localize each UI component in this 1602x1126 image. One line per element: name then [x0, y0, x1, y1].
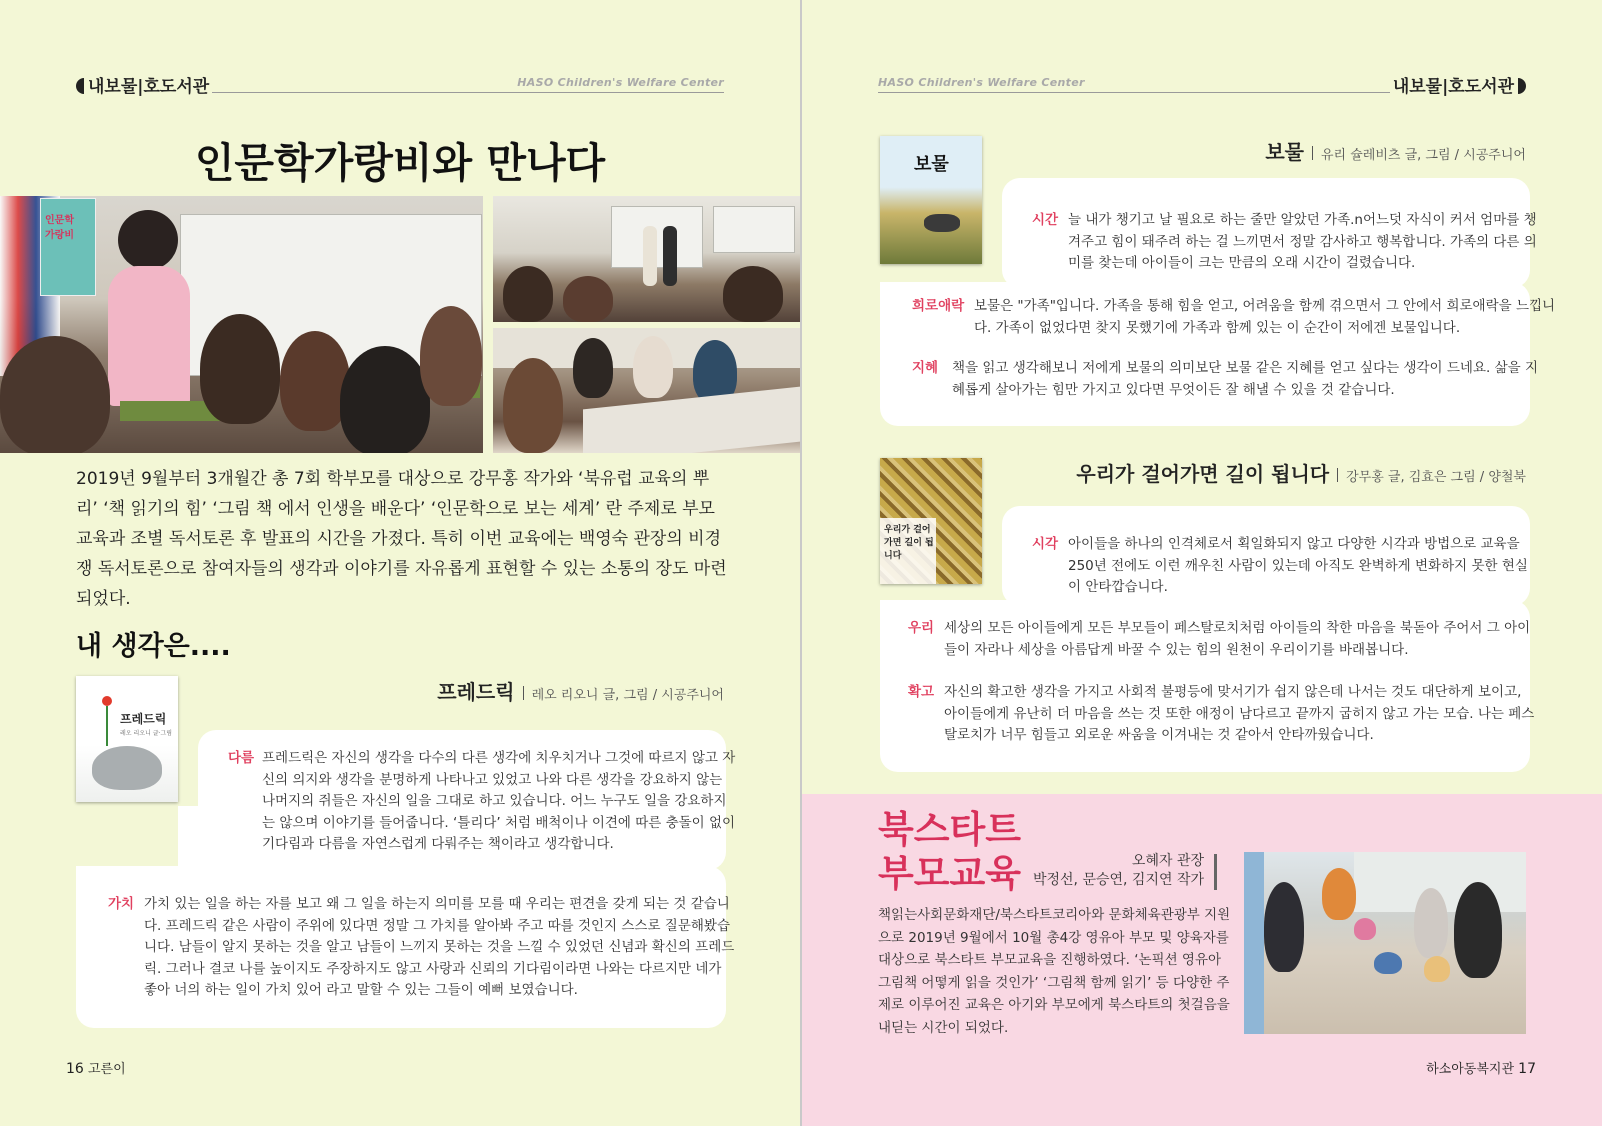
- comment-paragraph: 다름 프레드릭은 자신의 생각을 다수의 다른 생각에 치우치거나 그것에 따르지 않고 자신의 의지와 생각을 분명하게 나타나고 있었고 나와 다른 생각을 강요하지 않는 나머지의 쥐들은 자신의 일을 그대로 하고 있습니다. 어느 누구도 일을 강요하지는 않으며 이야기를 들어줍니다. ‘틀리다’ 처럼 배척이나 이견에 따른 충돌이 없이 기다림과 다름을 자연스럽게 다뤄주는 책이라고 생각합니다.: [228, 750, 736, 852]
- participant: [503, 358, 563, 453]
- title-divider: [1312, 146, 1313, 160]
- bookstart-authors: 오혜자 관장 박정선, 문승연, 김지연 작가: [1032, 853, 1204, 888]
- left-page: [0, 0, 800, 1126]
- speaker-head: [118, 210, 178, 270]
- comment-paragraph: 지혜 책을 읽고 생각해보니 저에게 보물의 의미보단 보물 같은 지혜를 얻고 싶다는 생각이 드네요. 삶을 지혜롭게 살아가는 힘만 가지고 있다면 무엇이든 잘 해낼 수 있을 것 같습니다.: [912, 360, 1539, 398]
- parent: [1454, 882, 1502, 978]
- participant: [573, 338, 613, 398]
- comment-paragraph: 가치 가치 있는 일을 하는 자를 보고 왜 그 일을 하는지 의미를 모를 때 우리는 편견을 갖게 되는 것 같습니다. 프레드릭 같은 사람이 주위에 있다면 정말 그 가치를 알아봐 주고 따를 것인지 스스로 질문해봤습니다. 남들이 알지 못하는 것을 알고 남들이 느끼지 못하는 것을 느낄 수 있었던 신념과 확신의 프레드릭. 그러나 결코 나를 높이지도 주장하지도 않고 사랑과 신뢰의 기다림이라면 나와는 다르지만 네가 좋아 너의 하는 일이 가치 있어 라고 말할 수 있는 그들이 예뻐 보였습니다.: [108, 896, 735, 998]
- bookstart-title: 북스타트 부모교육: [878, 808, 1021, 895]
- book-cover-treasure: 보물: [880, 136, 982, 264]
- presenter: [643, 226, 657, 286]
- header-tag: 내보물|호도서관: [76, 72, 209, 97]
- page-number: 하소아동복지관 17: [1426, 1061, 1536, 1077]
- audience-head: [0, 336, 110, 453]
- lecture-photo: [0, 196, 483, 453]
- flower-icon: [102, 696, 112, 706]
- stone-shape: [92, 746, 162, 790]
- section-title: 내 생각은....: [76, 631, 231, 662]
- comment-paragraph: 우리 세상의 모든 아이들에게 모든 부모들이 페스탈로치처럼 아이들의 착한 마음을 북돋아 주어서 그 아이들이 자라나 세상을 아름답게 바꿀 수 있는 힘의 원천이 우리이기를 바래봅니다.: [908, 620, 1531, 658]
- stem: [106, 706, 108, 746]
- parent: [1264, 882, 1304, 972]
- header-pill-icon: [76, 78, 84, 94]
- presenter: [663, 226, 677, 286]
- cart-shape: [924, 214, 960, 232]
- book-title-road: 우리가 걸어가면 길이 됩니다 강무홍 글, 김효은 그림 / 양철북: [1076, 462, 1526, 486]
- authors-bar: [1214, 854, 1217, 890]
- comment-paragraph: 시간 늘 내가 챙기고 날 필요로 하는 줄만 알았던 가족.n어느덧 자식이 커서 엄마를 챙겨주고 힘이 돼주려 하는 걸 느끼면서 정말 감사하고 행복합니다. 가족의 다른 의미를 찾는데 아이들이 크는 만큼의 오래 시간이 걸렸습니다.: [1032, 212, 1537, 271]
- baby: [1374, 952, 1402, 974]
- comment-paragraph: 희로애락 보물은 "가족"입니다. 가족을 통해 힘을 얻고, 어려움을 함께 겪으면서 그 안에서 희로애락을 느낍니다. 가족이 없었다면 찾지 못했기에 가족과 함께 있는 이 순간이 저에겐 보물입니다.: [912, 298, 1556, 336]
- page-number: 16 고른이: [66, 1061, 126, 1077]
- participant: [633, 336, 673, 398]
- speaker-body: [108, 266, 190, 406]
- audience-head: [723, 266, 783, 322]
- header-tag: 내보물|호도서관: [1393, 72, 1526, 97]
- bookstart-paragraph: 책읽는사회문화재단/북스타트코리아와 문화체육관광부 지원으로 2019년 9월에서 10월 총4강 영유아 부모 및 양육자를 대상으로 북스타트 부모교육을 진행하였다. ‘논픽션 영유아 그림책 어떻게 읽을 것인가’ ‘그림책 함께 읽기’ 등 다양한 주제로 이루어진 교육은 아기와 부모에게 북스타트의 첫걸음을 내딛는 시간이 되었다.: [878, 907, 1231, 1036]
- projection-screen: [611, 206, 703, 268]
- comment-paragraph: 확고 자신의 확고한 생각을 가지고 사회적 불평등에 맞서기가 쉽지 않은데 나서는 것도 대단하게 보이고, 아이들에게 유난히 더 마음을 쓰는 것 또한 애정이 남다르고 끝까지 굽히지 않고 가는 모습. 나는 페스탈로치가 너무 힘들고 외로운 싸움을 이겨내는 것 같아서 안타까웠습니다.: [908, 684, 1535, 743]
- whiteboard: [713, 206, 795, 253]
- header-en: HASO Children's Welfare Center: [878, 76, 1085, 89]
- parent: [1414, 888, 1448, 958]
- audience-head: [420, 306, 482, 406]
- audience-head: [563, 276, 613, 322]
- presentation-photo: [493, 196, 800, 322]
- banner-shape: 인문학 가랑비: [40, 198, 96, 296]
- table: [583, 387, 800, 453]
- teacher: [1322, 868, 1356, 920]
- audience-head: [340, 346, 430, 453]
- bookstart-photo: [1244, 852, 1526, 1034]
- baby: [1424, 956, 1450, 982]
- book-title-frederick: 프레드릭 레오 리오니 글, 그림 / 시공주니어: [437, 680, 724, 704]
- intro-paragraph: 2019년 9월부터 3개월간 총 7회 학부모를 대상으로 강무홍 작가와 ‘북유럽 교육의 뿌리’ ‘책 읽기의 힘’ ‘그림 책 에서 인생을 배운다’ ‘인문학으로 보는 세계’ 란 주제로 부모교육과 조별 독서토론 후 발표의 시간을 가졌다. 특히 이번 교육에는 백영숙 관장의 비경쟁 독서토론으로 참여자들의 생각과 이야기를 자유롭게 표현할 수 있는 소통의 장도 마련되었다.: [76, 469, 727, 609]
- comment-paragraph: 시각 아이들을 하나의 인격체로서 획일화되지 않고 다양한 시각과 방법으로 교육을 250년 전에도 이런 깨우친 사람이 있는데 아직도 완벽하게 변화하지 못한 현실이 안타깝습니다.: [1032, 536, 1528, 595]
- audience-head: [200, 314, 280, 424]
- title-divider: [523, 686, 524, 700]
- header-rule: [212, 92, 724, 93]
- right-page: [802, 0, 1602, 1126]
- baby: [1354, 918, 1376, 940]
- header-pill-icon: [1518, 78, 1526, 94]
- book-cover-road: 우리가 걸어가면 길이 됩니다: [880, 458, 982, 584]
- discussion-photo: [493, 328, 800, 453]
- title-divider: [1337, 468, 1338, 482]
- header-en: HASO Children's Welfare Center: [517, 76, 724, 89]
- audience-head: [503, 266, 553, 322]
- door: [1244, 852, 1264, 1034]
- book-cover-frederick: 프레드릭 레오 리오니 글·그림: [76, 676, 178, 802]
- page-title: 인문학가랑비와 만나다: [194, 139, 606, 187]
- header-rule: [878, 92, 1390, 93]
- book-title-treasure: 보물 유리 슐레비츠 글, 그림 / 시공주니어: [1265, 140, 1526, 164]
